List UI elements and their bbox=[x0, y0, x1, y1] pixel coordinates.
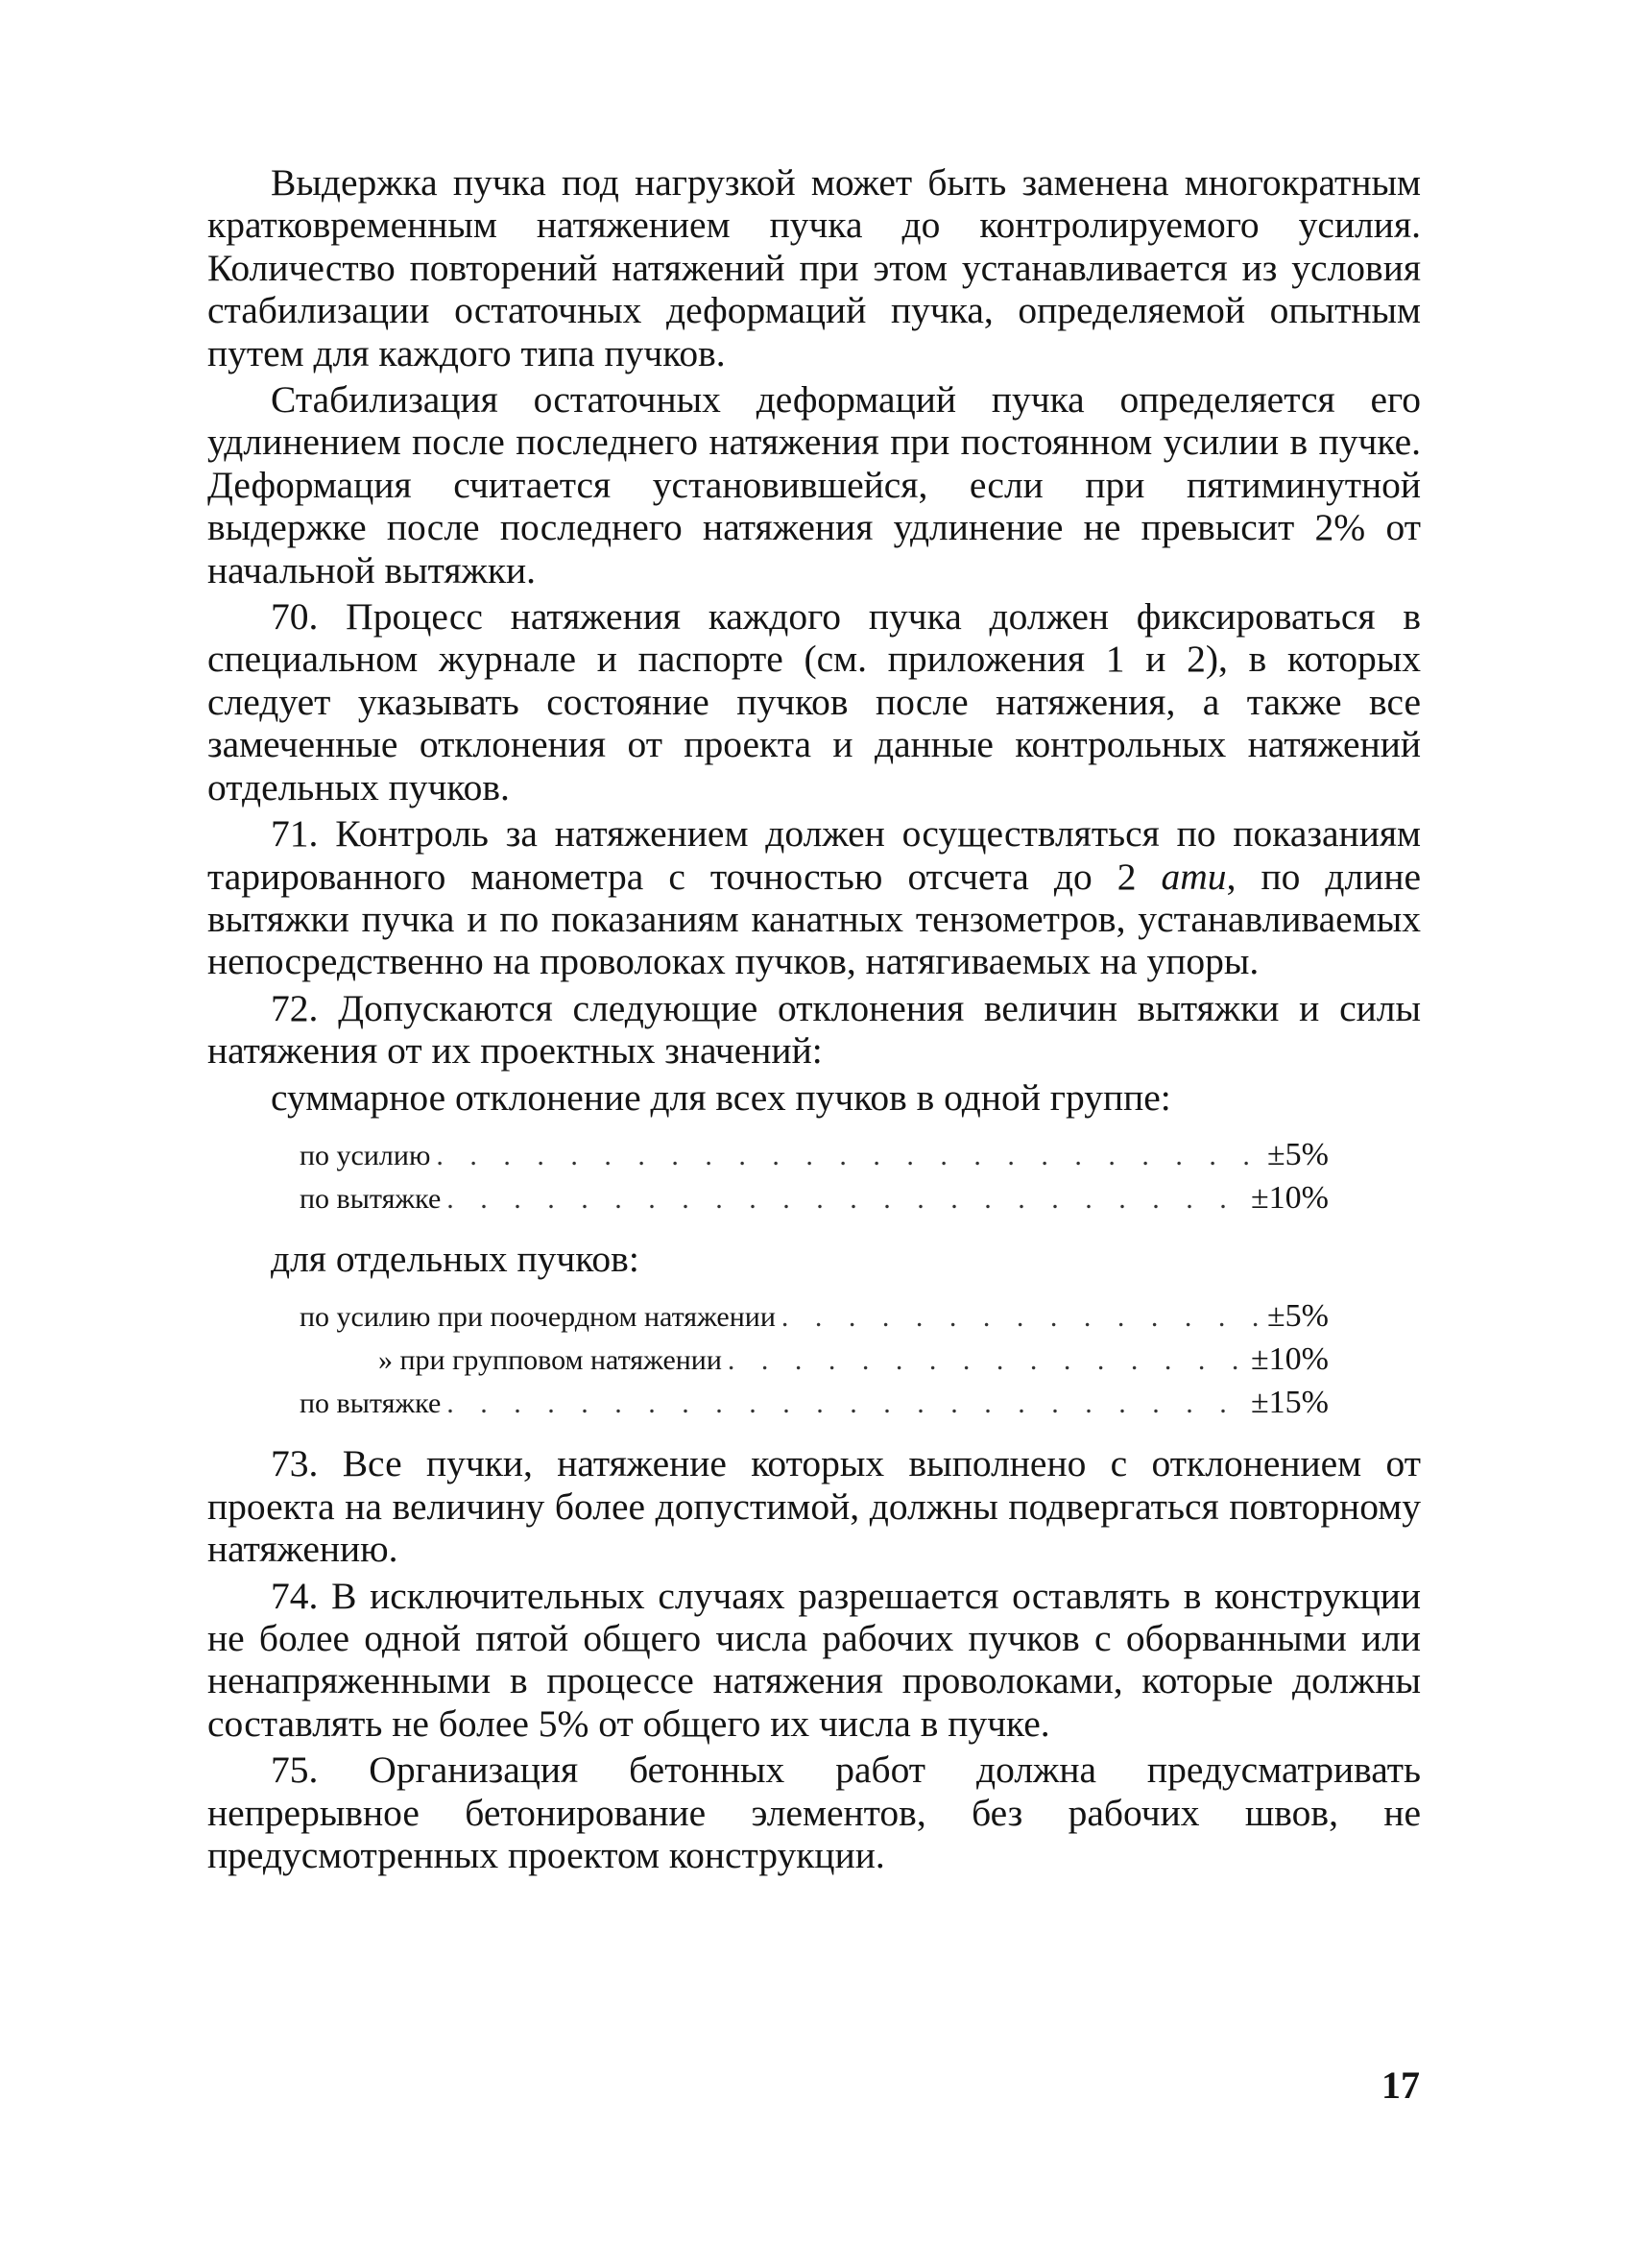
paragraph-tension-hold: Выдержка пучка под нагрузкой может быть заменена многократным кратковременным натяжением пучка до контролируемого усилия. Количество повторений натяжений при этом устанавливается из условия стабилизации остаточных деформаций пучка, определяемой опытным путем для каждого типа пучков. bbox=[207, 161, 1421, 374]
tolerance-row bbox=[300, 1295, 1329, 1339]
tolerance-row bbox=[300, 1382, 1329, 1425]
tolerance-value: ±5% bbox=[1267, 1298, 1329, 1335]
tolerance-label: по усилию bbox=[300, 1139, 431, 1171]
paragraph-75: 75. Организация бетонных работ должна предусматривать непрерывное бетонирование элементов, без рабочих швов, не предусмотренных проектом конструкции. bbox=[207, 1749, 1421, 1876]
tolerance-row bbox=[300, 1339, 1329, 1382]
paragraph-71-start: 71. Контроль за натяжением должен осуществляться по показаниям тарированного манометра с точностью отсчета до 2 bbox=[207, 812, 1421, 898]
tolerance-label: по вытяжке bbox=[300, 1182, 442, 1215]
tolerance-row bbox=[300, 1134, 1329, 1177]
tolerance-value: ±10% bbox=[1251, 1341, 1329, 1378]
group-tolerance-heading: суммарное отклонение для всех пучков в одной группе: bbox=[271, 1075, 1171, 1119]
leader-dots bbox=[722, 1339, 1251, 1382]
page-number: 17 bbox=[1381, 2063, 1420, 2107]
paragraph-stabilization: Стабилизация остаточных деформаций пучка определяется его удлинением после последнего натяжения при постоянном усилии в пучке. Деформация считается установившейся, если при пятиминутной выдержке после последнего натяжения удлинение не превысит 2% от начальной вытяжки. bbox=[207, 378, 1421, 591]
tolerance-row bbox=[300, 1177, 1329, 1220]
group-tolerance-list bbox=[207, 1134, 1421, 1220]
tolerance-label: по усилию при поочердном натяжении bbox=[300, 1301, 776, 1334]
tolerance-label: по вытяжке bbox=[300, 1387, 442, 1420]
paragraph-74: 74. В исключительных случаях разрешается оставлять в конструкции не более одной пятой общего числа рабочих пучков с оборванными или ненапряженными в процессе натяжения проволоками, которые должны составлять не более 5% от общего их числа в пучке. bbox=[207, 1574, 1421, 1745]
body-text bbox=[207, 161, 1421, 1880]
tolerance-label: » при групповом натяжении bbox=[378, 1344, 722, 1377]
paragraph-70: 70. Процесс натяжения каждого пучка должен фиксироваться в специальном журнале и паспорте (см. приложения 1 и 2), в которых следует указывать состояние пучков после натяжения, а также все замеченные отклонения от проекта и данные контрольных натяжений отдельных пучков. bbox=[207, 595, 1421, 808]
individual-tolerance-heading: для отдельных пучков: bbox=[271, 1237, 639, 1280]
leader-dots bbox=[430, 1135, 1267, 1177]
paragraph-71-end: , по длине вытяжки пучка и по показаниям канатных тензометров, устанавливаемых непосредственно на проволоках пучков, натягиваемых на упоры. bbox=[207, 855, 1422, 983]
paragraph-73: 73. Все пучки, натяжение которых выполнено с отклонением от проекта на величину более допустимой, должны подвергаться повторному натяжению. bbox=[207, 1442, 1421, 1571]
leader-dots bbox=[776, 1296, 1267, 1339]
leader-dots bbox=[441, 1178, 1251, 1220]
paragraph-72: 72. Допускаются следующие отклонения величин вытяжки и силы натяжения от их проектных значений: bbox=[207, 986, 1421, 1073]
tolerance-value: ±10% bbox=[1251, 1179, 1329, 1216]
tolerance-value: ±15% bbox=[1251, 1385, 1329, 1421]
tolerance-value: ±5% bbox=[1267, 1136, 1329, 1172]
paragraph-71 bbox=[207, 812, 1421, 983]
leader-dots bbox=[441, 1383, 1251, 1425]
pressure-unit: ати bbox=[1161, 855, 1227, 898]
individual-tolerance-list bbox=[207, 1295, 1421, 1425]
